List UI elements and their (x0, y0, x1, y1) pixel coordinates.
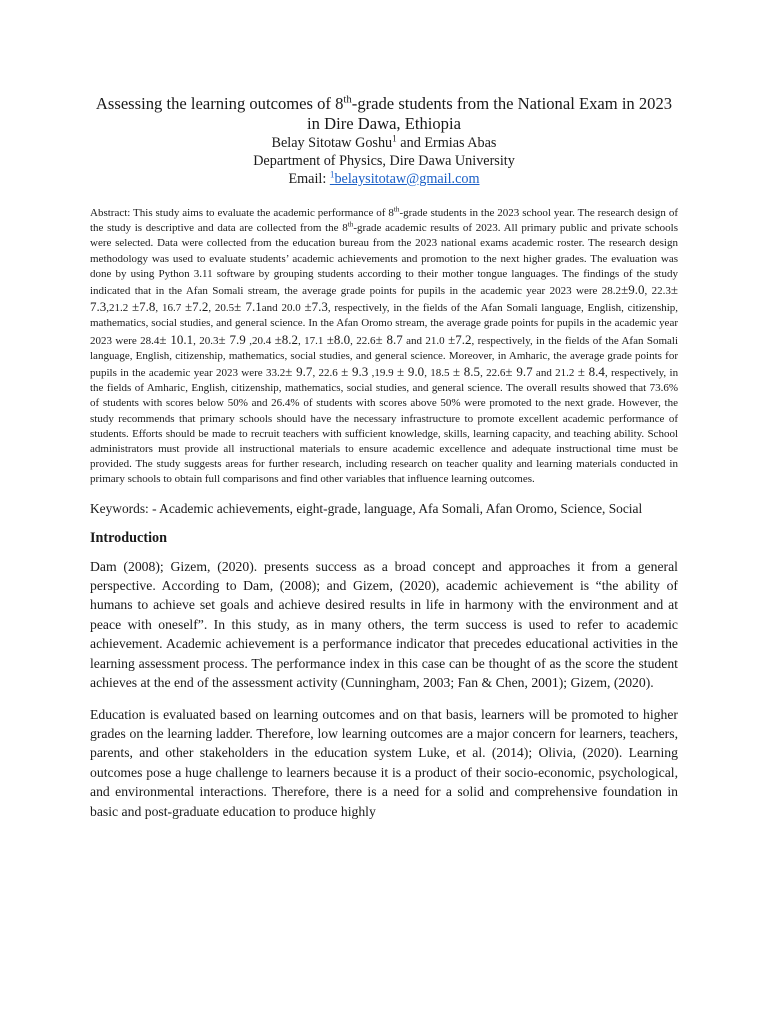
abstract-text: , 22.6 (312, 367, 342, 380)
abstract-superscript: th (393, 205, 400, 214)
abstract-text: -grade academic results of 2023. All primary public and private schools were selected. Data were collected from the education bureau from the 2023 national exams academic roster. The research design methodology was used to evaluate students’ academic achievements and promotion to the next higher grades. The evaluation was done by using Python 3.11 software by grouping students according to their mother tongue languages. The findings of the study indicated that in the Afan Somali stream, the average grade points for pupils in the academic year 2023 were 28.2 (90, 222, 678, 298)
section-heading-introduction: Introduction (90, 529, 167, 546)
stat-value: ±7.2 (184, 299, 209, 315)
title-text-rest: -grade students from the National Exam in 2023 in Dire Dawa, Ethiopia (307, 94, 673, 133)
abstract-text: , respectively, in the fields of the Afan Somali language, English, citizenship, mathematics, social studies, and general science. In the Afan Oromo stream, the average grade points for pupils in the academic year 2023 were 28.4 (90, 302, 679, 347)
abstract-text: , respectively, in the fields of Amharic, English, citizenship, mathematics, social studies, and general science. The overall results showed that 73.6% of students with scores below 50% and 26.4% of students with scores above 50% were promoted to the next grade. However, the study recommends that primary schools should have the necessary infrastructure to promote excellent academic performance of students. Efforts should be made to recruit teachers with sufficient knowledge, skills, learning capacity, and teaching ability. School administrators must provide all instructional materials to ensure academic excellence and adequate instructional time must be provided. The study suggests areas for further research, including research on teacher quality and learning materials conducted in primary schools to obtain full comparisons and find other variables that influence learning outcomes. (90, 367, 679, 486)
stat-value: ± 9.7 (505, 364, 533, 380)
email-label: Email: (288, 171, 330, 187)
abstract-text: ,19.9 (368, 367, 397, 380)
email-line (90, 170, 678, 188)
email-address: belaysitotaw@gmail.com (334, 171, 480, 187)
stat-value: ±7.8 (132, 299, 156, 315)
email-superscript: 1 (329, 169, 335, 180)
abstract-text: -grade students in the 2023 school year. The research design of the study is descriptive and data are collected from the 8 (90, 207, 678, 235)
abstract-text: , 17.1 (297, 334, 327, 347)
abstract-text: , 22.6 (350, 334, 376, 347)
stat-value: ± 9.3 (341, 364, 369, 380)
abstract-text: Abstract: This study aims to evaluate the academic performance of 8 (90, 207, 394, 219)
stat-value: ± 9.0 (396, 364, 425, 380)
abstract-text: , 20.3 (193, 334, 219, 347)
abstract-text: and 21.2 (532, 367, 578, 380)
title-text: Assessing the learning outcomes of 8 (95, 94, 344, 113)
stat-value: ± 7.1 (234, 299, 262, 315)
abstract-text: and 21.0 (402, 334, 449, 347)
stat-value: ± 8.7 (375, 331, 403, 347)
abstract-text: ,21.2 (106, 302, 133, 315)
abstract-superscript: th (347, 220, 354, 229)
stat-value: ±7.3 (304, 299, 328, 315)
author-name-2: and Ermias Abas (396, 135, 497, 151)
keywords-line: Keywords: - Academic achievements, eight-grade, language, Afa Somali, Afan Oromo, Science, Social (90, 500, 643, 516)
paper-header (90, 94, 678, 188)
abstract-text: , 22.6 (480, 367, 506, 380)
introduction-paragraph-2: Education is evaluated based on learning outcomes and on that basis, learners will be promoted to higher grades on the learning ladder. Therefore, low learning outcomes are a major concern for learners, teachers, parents, and other stakeholders in the education system Luke, et al. (2014); Olivia, (2020). Learning outcomes pose a huge challenge to learners because it is a product of their socio-economic, psychological, and environmental interactions. Therefore, there is a need for a solid and comprehensive foundation in basic and post-graduate education to produce highly (90, 706, 678, 819)
abstract-text: , 20.5 (208, 302, 235, 315)
abstract-paragraph (90, 206, 678, 488)
author-line (90, 134, 678, 152)
abstract-text: , 16.7 (155, 302, 185, 315)
stat-value: ± 9.7 (285, 364, 313, 380)
stat-value: ± 8.5 (452, 364, 481, 380)
introduction-paragraph-1: Dam (2008); Gizem, (2020). presents success as a broad concept and approaches it from a general perspective. According to Dam, (2008); and Gizem, (2020), academic achievement is “the ability of humans to achieve set goals and achieve desired results in life in harmony with the environment and at peace with oneself”. In this study, as in many others, the term success is used to refer to academic achievement. Academic achievement is a performance indicator that precedes educational activities in the learning assessment process. The performance index in this case can be thought of as the score the student achieves at the end of the assessment activity (Cunningham, 2003; Fan & Chen, 2001); Gizem, (2020). (90, 558, 678, 691)
abstract-text: ,20.4 (245, 334, 275, 347)
stat-value: ± 7.3 (90, 282, 679, 315)
stat-value: ± 8.4 (577, 364, 605, 380)
stat-value: ±7.2 (448, 331, 472, 347)
stat-value: ±8.0 (326, 331, 351, 347)
stat-value: ±8.2 (274, 331, 298, 347)
affiliation: Department of Physics, Dire Dawa University (253, 153, 515, 169)
stat-value: ± 10.1 (159, 331, 194, 347)
title-superscript: th (343, 93, 352, 106)
author-name-1: Belay Sitotaw Goshu (271, 135, 393, 151)
abstract-text: , respectively, in the fields of the Afan Somali language, English, citizenship, mathematics, social studies, and general science. Moreover, in Amharic, the average grade points for pupils in the academic year 2023 were 33.2 (90, 334, 679, 380)
abstract-text: , 22.3 (644, 285, 671, 298)
email-link[interactable] (330, 171, 480, 187)
author-superscript: 1 (392, 133, 397, 144)
paper-title (90, 94, 678, 134)
abstract-text: , 18.5 (424, 367, 453, 380)
stat-value: ±9.0 (621, 282, 645, 298)
stat-value: ± 7.9 (218, 331, 246, 347)
abstract-text: and 20.0 (261, 302, 305, 315)
